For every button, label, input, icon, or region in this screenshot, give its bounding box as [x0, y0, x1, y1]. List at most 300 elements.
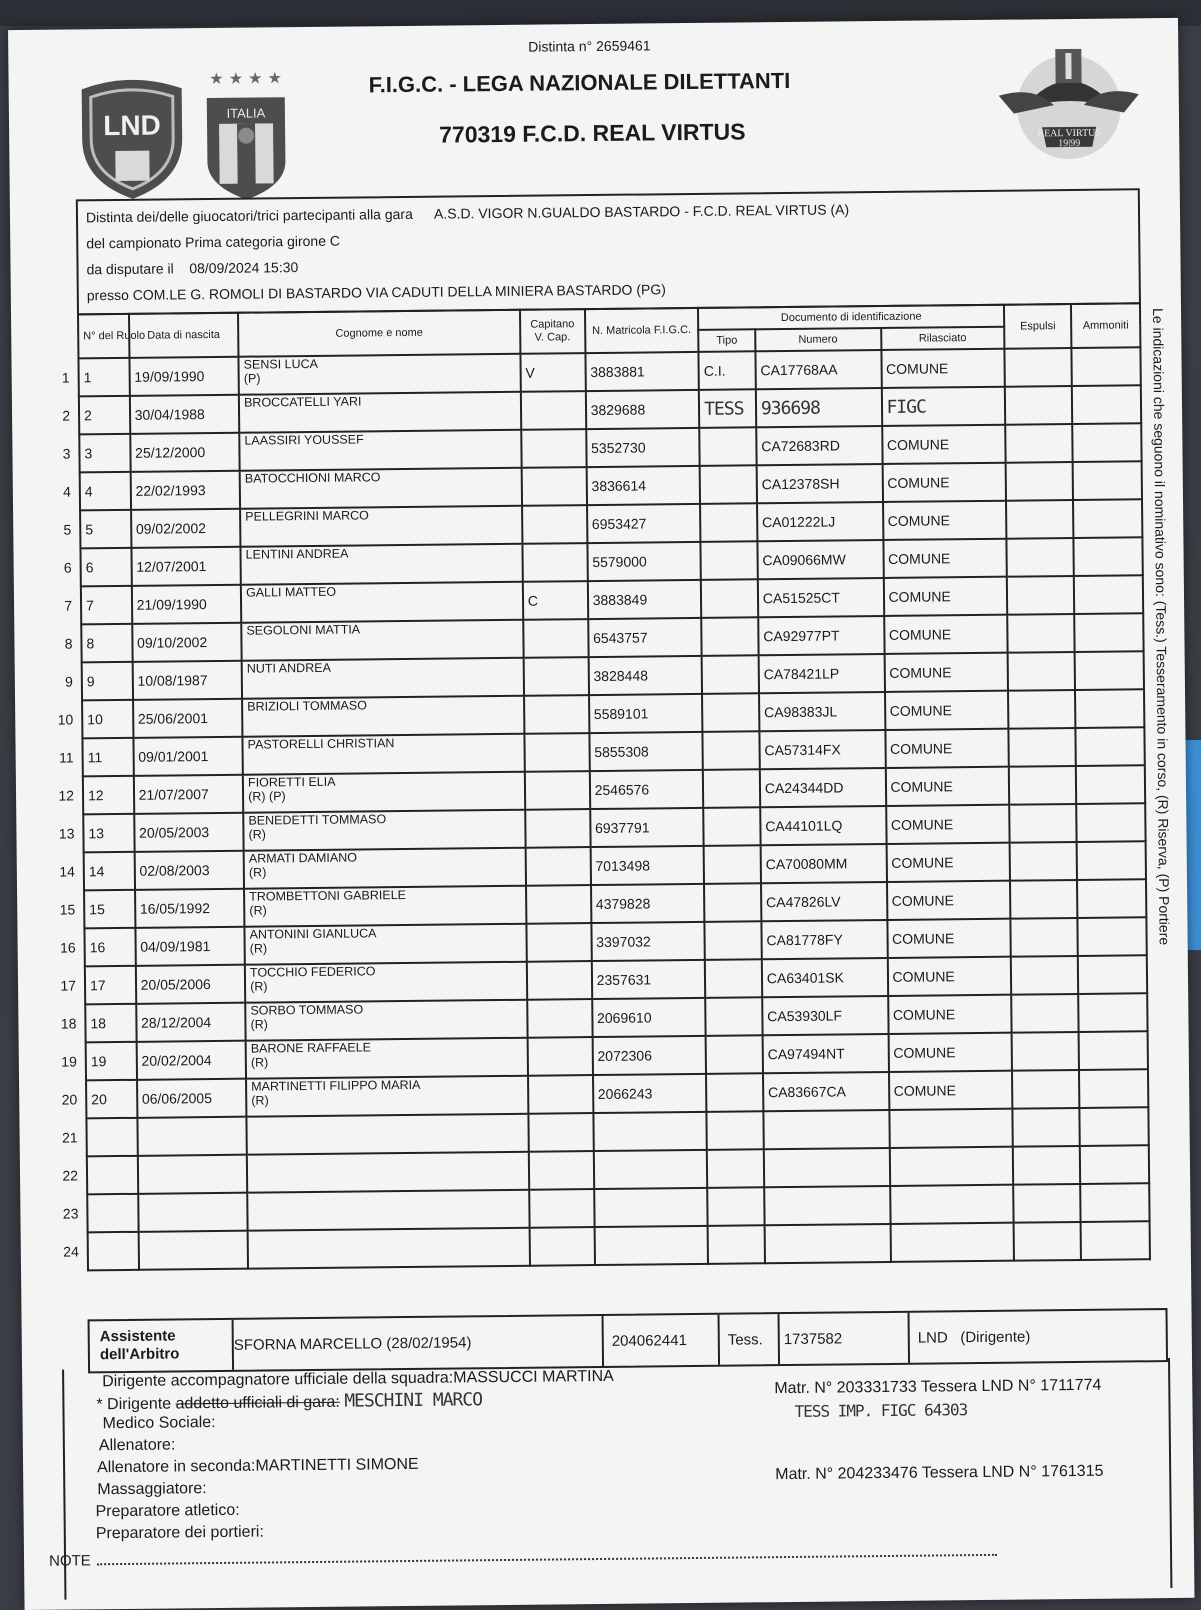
col-ruolo: N° del Ruolo: [78, 314, 129, 359]
cell-capitano: [521, 467, 586, 506]
cell-ammoniti: [1076, 765, 1145, 804]
cell-espulsi: [1013, 1108, 1080, 1147]
dirigente-row: [102, 1368, 614, 1391]
cell-numero: CA98383JL: [759, 692, 885, 731]
player-name: PASTORELLI CHRISTIAN: [247, 736, 395, 752]
cell-nascita: 12/07/2001: [131, 547, 241, 586]
distinta-number: Distinta n° 2659461: [528, 37, 651, 55]
cell-nome: [239, 430, 521, 471]
cell-nome: [240, 468, 522, 509]
cell-espulsi: [1009, 804, 1076, 843]
match-line: [86, 201, 849, 225]
cell-matricola: 3883881: [585, 352, 699, 391]
cell-tipo: [700, 503, 757, 542]
cell-ammoniti: [1076, 803, 1145, 842]
row-number: 12: [58, 787, 75, 804]
date-value: 08/09/2024 15:30: [189, 259, 299, 277]
cell-nascita: 25/12/2000: [130, 433, 240, 472]
cell-nascita: 16/05/1992: [135, 889, 245, 928]
cell-nascita: [138, 1193, 248, 1232]
cell-rilasciato: COMUNE: [886, 843, 1010, 882]
cell-ruolo: [59, 738, 133, 777]
cell-nome: [240, 506, 522, 547]
cell-tipo: [705, 997, 762, 1036]
cell-tipo: [706, 1073, 763, 1112]
addetto-prefix: * Dirigente: [96, 1395, 172, 1414]
club-title: 770319 F.C.D. REAL VIRTUS: [439, 118, 746, 148]
cell-nome: [243, 734, 525, 775]
col-espulsi: Espulsi: [1004, 304, 1071, 349]
cell-nascita: [137, 1155, 247, 1194]
player-name: TROMBETTONI GABRIELE: [249, 888, 407, 904]
cell-tipo: [702, 655, 759, 694]
championship-label: del campionato: [86, 234, 182, 252]
cell-capitano: [522, 505, 587, 544]
matr-dirigente: Matr. N° 203331733 Tessera LND N° 1711774: [774, 1376, 1102, 1398]
cell-capitano: V: [520, 353, 585, 392]
row-number: 23: [62, 1205, 79, 1222]
assistant-label-2: dell'Arbitro: [99, 1345, 180, 1364]
row-number: 5: [63, 521, 72, 538]
cell-tipo: [700, 465, 757, 504]
ruolo-number: 16: [89, 939, 106, 956]
player-name: GALLI MATTEO: [245, 584, 337, 600]
cell-rilasciato: COMUNE: [882, 425, 1006, 464]
cell-nome: [241, 544, 523, 585]
cell-ruolo: [61, 1080, 137, 1119]
ruolo-number: 9: [86, 673, 95, 690]
cell-nome: [248, 1228, 530, 1269]
cell-capitano: [521, 429, 586, 468]
cell-ruolo: [62, 434, 130, 473]
cell-nome: [242, 696, 524, 737]
cell-numero: CA17768AA: [755, 350, 881, 389]
cell-capitano: [526, 885, 591, 924]
row-number: 6: [63, 559, 72, 576]
lnd-logo: [77, 76, 188, 201]
allenatore2-label: Allenatore in seconda:: [97, 1457, 256, 1477]
cell-rilasciato: COMUNE: [887, 957, 1011, 996]
row-number: 7: [64, 597, 73, 614]
cell-espulsi: [1006, 462, 1073, 501]
cell-numero: [763, 1110, 889, 1149]
cell-espulsi: [1007, 538, 1074, 577]
cell-ruolo: [64, 624, 132, 663]
cell-numero: CA44101LQ: [760, 806, 886, 845]
venue-line: presso COM.LE G. ROMOLI DI BASTARDO VIA CADUTI DELLA MINIERA BASTARDO (PG): [86, 281, 666, 304]
player-name: BRIZIOLI TOMMASO: [247, 698, 367, 714]
cell-rilasciato: COMUNE: [882, 463, 1006, 502]
cell-ammoniti: [1079, 1107, 1148, 1146]
cell-nome: [245, 962, 527, 1003]
player-name: NUTI ANDREA: [246, 660, 331, 676]
cell-ruolo: [62, 1156, 138, 1195]
player-name: ANTONINI GIANLUCA: [249, 926, 377, 942]
cell-numero: CA57314FX: [759, 730, 885, 769]
allenatore-label: Allenatore:: [98, 1436, 176, 1455]
cell-ruolo: [63, 1232, 139, 1271]
cell-nascita: [137, 1117, 247, 1156]
preparatore-label: Preparatore atletico:: [95, 1501, 240, 1521]
cell-matricola: 6543757: [588, 618, 702, 657]
cell-nome: [241, 582, 523, 623]
row-number: 13: [58, 825, 75, 842]
row-number: 16: [59, 939, 76, 956]
cell-nome: [243, 772, 525, 813]
cell-espulsi: [1008, 652, 1075, 691]
cell-espulsi: [1011, 994, 1078, 1033]
cell-nome: [241, 620, 523, 661]
cell-espulsi: [1012, 1070, 1079, 1109]
cell-capitano: [529, 1151, 594, 1190]
ruolo-number: 20: [91, 1091, 107, 1108]
cell-rilasciato: COMUNE: [888, 1071, 1012, 1110]
real-virtus-logo: [993, 34, 1144, 166]
cell-matricola: 6937791: [590, 808, 704, 847]
cell-capitano: [525, 847, 590, 886]
cell-ruolo: [60, 1004, 136, 1043]
cell-tipo: [704, 845, 761, 884]
cell-capitano: [524, 733, 589, 772]
ruolo-number: 12: [87, 787, 104, 804]
cell-espulsi: [1009, 728, 1076, 767]
player-name: PELLEGRINI MARCO: [245, 508, 369, 524]
row-number: 9: [64, 673, 73, 690]
ruolo-number: 6: [85, 559, 94, 576]
cell-capitano: [527, 999, 592, 1038]
cell-tipo: [704, 883, 761, 922]
col-numero: Numero: [755, 328, 881, 351]
svg-text:★ ★ ★ ★: ★ ★ ★ ★: [209, 68, 282, 89]
cell-numero: CA53930LF: [762, 996, 888, 1035]
cell-tipo: [707, 1111, 764, 1150]
cell-capitano: [529, 1227, 594, 1266]
cell-capitano: [525, 809, 590, 848]
cell-matricola: 2357631: [591, 960, 705, 999]
cell-rilasciato: FIGC: [881, 387, 1005, 426]
player-name: TOCCHIO FEDERICO: [249, 964, 376, 980]
date-label: da disputare il: [86, 260, 174, 278]
cell-rilasciato: COMUNE: [886, 805, 1010, 844]
cell-espulsi: [1011, 918, 1078, 957]
ruolo-number: 13: [88, 825, 105, 842]
cell-nome: [246, 1038, 528, 1079]
cell-numero: [764, 1224, 890, 1263]
cell-nome: [243, 810, 525, 851]
col-nascita: Data di nascita: [129, 313, 239, 358]
cell-espulsi: [1010, 842, 1077, 881]
player-role: (P): [243, 371, 261, 386]
cell-matricola: 4379828: [591, 884, 705, 923]
player-name: SORBO TOMMASO: [250, 1002, 364, 1018]
cell-nascita: 04/09/1981: [135, 927, 245, 966]
allenatore2-row: [97, 1456, 419, 1477]
cell-numero: CA72683RD: [756, 426, 882, 465]
cell-matricola: [593, 1150, 707, 1189]
cell-nascita: 28/12/2004: [136, 1003, 246, 1042]
cell-numero: CA81778FY: [761, 920, 887, 959]
assistant-matricola: 204062441: [604, 1315, 721, 1366]
cell-matricola: 5855308: [589, 732, 703, 771]
cell-nome: [245, 1000, 527, 1041]
match-label: Distinta dei/delle giuocatori/trici partecipanti alla gara: [85, 205, 413, 226]
cell-ammoniti: [1072, 385, 1141, 424]
cell-ruolo: [59, 890, 135, 929]
date-line: [86, 259, 298, 277]
ruolo-number: 2: [83, 407, 92, 424]
player-role: (R): [248, 865, 267, 880]
player-name: FIORETTI ELIA: [247, 774, 336, 790]
ruolo-number: 4: [84, 483, 93, 500]
cell-nascita: 21/07/2007: [134, 775, 244, 814]
row-number: 1: [61, 369, 70, 386]
ruolo-number: 5: [85, 521, 94, 538]
cell-nascita: [138, 1231, 248, 1270]
distinta-document: [8, 18, 1194, 1610]
ruolo-number: 10: [87, 711, 103, 728]
player-role: (R): [250, 979, 268, 994]
massaggiatore-label: Massaggiatore:: [97, 1480, 207, 1499]
cell-capitano: [524, 695, 589, 734]
cell-ammoniti: [1074, 575, 1143, 614]
cell-matricola: 2066243: [593, 1074, 707, 1113]
cell-ammoniti: [1078, 993, 1147, 1032]
cell-rilasciato: [890, 1185, 1014, 1224]
cell-nascita: 20/05/2003: [134, 813, 244, 852]
cell-ammoniti: [1073, 461, 1142, 500]
cell-ruolo: [61, 358, 129, 397]
cell-espulsi: [1010, 880, 1077, 919]
cell-nome: [242, 658, 524, 699]
championship-value: Prima categoria girone C: [185, 232, 341, 251]
cell-rilasciato: COMUNE: [884, 615, 1008, 654]
cell-ammoniti: [1079, 1069, 1148, 1108]
cell-capitano: [521, 391, 586, 430]
cell-tipo: [701, 579, 758, 618]
cell-matricola: 2546576: [589, 770, 703, 809]
cell-rilasciato: COMUNE: [885, 767, 1009, 806]
cell-numero: CA24344DD: [760, 768, 886, 807]
cell-nascita: 09/01/2001: [133, 737, 243, 776]
match-teams: A.S.D. VIGOR N.GUALDO BASTARDO - F.C.D. REAL VIRTUS (A): [433, 201, 850, 222]
medico-label: Medico Sociale:: [102, 1414, 216, 1433]
cell-rilasciato: COMUNE: [883, 501, 1007, 540]
cell-ammoniti: [1075, 651, 1144, 690]
italia-logo-text: ITALIA: [226, 105, 266, 121]
cell-nome: [244, 848, 526, 889]
player-role: (R): [249, 941, 268, 956]
cell-espulsi: [1012, 1032, 1079, 1071]
cell-tipo: [701, 617, 758, 656]
addetto-struck: addetto ufficiali di gara:: [175, 1393, 340, 1413]
cell-rilasciato: COMUNE: [888, 995, 1012, 1034]
player-role: (R): [248, 827, 266, 842]
player-name: LENTINI ANDREA: [245, 546, 349, 562]
cell-nascita: 10/08/1987: [132, 661, 242, 700]
ruolo-number: 11: [87, 749, 103, 766]
cell-ammoniti: [1078, 955, 1147, 994]
cell-tipo: [707, 1149, 764, 1188]
cell-numero: CA51525CT: [758, 578, 884, 617]
cell-matricola: 3883849: [587, 580, 701, 619]
player-name: BENEDETTI TOMMASO: [248, 812, 387, 828]
cell-ruolo: [59, 852, 135, 891]
cell-numero: CA70080MM: [760, 844, 886, 883]
note-label: NOTE: [48, 1552, 91, 1570]
cell-ammoniti: [1071, 347, 1140, 386]
row-number: 19: [61, 1053, 77, 1070]
cell-nome: [247, 1114, 529, 1155]
cell-tipo: [701, 541, 758, 580]
player-role: [252, 1191, 524, 1194]
cell-numero: CA12378SH: [756, 464, 882, 503]
cell-capitano: [527, 1037, 592, 1076]
cell-matricola: 5589101: [589, 694, 703, 733]
preparatore-portieri-label: Preparatore dei portieri:: [95, 1523, 264, 1543]
player-name: MARTINETTI FILIPPO MARIA: [251, 1077, 421, 1094]
cell-matricola: 3836614: [586, 466, 700, 505]
cell-nome: [247, 1190, 529, 1231]
cell-ammoniti: [1080, 1145, 1149, 1184]
cell-nascita: 02/08/2003: [134, 851, 244, 890]
col-nome: Cognome e nome: [238, 310, 520, 357]
cell-capitano: [525, 771, 590, 810]
player-role: (R): [250, 1017, 268, 1032]
cell-espulsi: [1005, 386, 1072, 425]
player-name: ARMATI DAMIANO: [248, 850, 357, 866]
cell-nascita: 20/02/2004: [136, 1041, 246, 1080]
cell-capitano: [523, 619, 588, 658]
cell-ammoniti: [1073, 537, 1142, 576]
cell-tipo: [708, 1225, 765, 1264]
player-role: (R): [250, 1055, 269, 1070]
cell-capitano: [522, 543, 587, 582]
row-number: 18: [60, 1015, 77, 1032]
cell-nascita: 30/04/1988: [130, 395, 240, 434]
cell-numero: CA01222LJ: [757, 502, 883, 541]
cell-espulsi: [1014, 1222, 1081, 1261]
player-role: (R): [251, 1093, 269, 1108]
legend-vertical-note: Le indicazioni che seguono il nominativo sono: (Tess.) Tesseramento in corso, (R) Riserva, (P) Portiere: [1150, 308, 1173, 946]
cell-matricola: 3829688: [585, 390, 699, 429]
col-documento: Documento di identificazione: [698, 305, 1004, 330]
cell-ruolo: [61, 1118, 137, 1157]
row-number: 15: [59, 901, 76, 918]
assistant-ente-lnd: LND: [917, 1328, 948, 1347]
assistant-label: [90, 1320, 235, 1372]
cell-rilasciato: COMUNE: [887, 881, 1011, 920]
cell-capitano: C: [523, 581, 588, 620]
cell-ruolo: [58, 776, 134, 815]
cell-numero: CA97494NT: [762, 1034, 888, 1073]
cell-ammoniti: [1075, 727, 1144, 766]
cell-matricola: 5352730: [586, 428, 700, 467]
cell-espulsi: [1007, 614, 1074, 653]
row-number: 4: [62, 483, 71, 500]
cell-capitano: [528, 1113, 593, 1152]
addetto-handwritten: MESCHINI MARCO: [344, 1389, 483, 1412]
cell-nome: [239, 354, 521, 395]
cell-nome: [245, 924, 527, 965]
cell-matricola: [593, 1112, 707, 1151]
cell-espulsi: [1011, 956, 1078, 995]
player-role: [253, 1229, 525, 1232]
cell-tipo: [705, 921, 762, 960]
assistant-ente: [914, 1310, 1169, 1363]
cell-ammoniti: [1074, 613, 1143, 652]
cell-espulsi: [1008, 690, 1075, 729]
row-number: 24: [63, 1243, 79, 1260]
lnd-logo-text: LND: [103, 109, 161, 142]
cell-ruolo: [64, 662, 133, 701]
row-number: 2: [62, 407, 71, 424]
cell-espulsi: [1005, 348, 1072, 387]
cell-ruolo: [61, 1042, 137, 1081]
cell-rilasciato: COMUNE: [884, 653, 1008, 692]
cell-numero: CA09066MW: [757, 540, 883, 579]
cell-capitano: [527, 961, 592, 1000]
cell-nome: [247, 1152, 529, 1193]
cell-matricola: 2072306: [592, 1036, 706, 1075]
championship-line: [86, 233, 340, 252]
cell-matricola: 3397032: [591, 922, 705, 961]
cell-ruolo: [64, 586, 132, 625]
cell-nascita: 09/10/2002: [132, 623, 242, 662]
row-number: 17: [60, 977, 77, 994]
cell-nascita: 20/05/2006: [135, 965, 245, 1004]
cell-ruolo: [63, 510, 131, 549]
cell-nome: [244, 886, 526, 927]
player-role: [252, 1153, 524, 1156]
cell-ruolo: [60, 966, 136, 1005]
player-role: (R) (P): [248, 789, 286, 804]
col-ammoniti: Ammoniti: [1071, 303, 1140, 348]
matr-allenatore2: Matr. N° 204233476 Tessera LND N° 1761315: [775, 1462, 1104, 1484]
cell-capitano: [529, 1189, 594, 1228]
cell-numero: CA92977PT: [758, 616, 884, 655]
cell-ammoniti: [1077, 879, 1146, 918]
dirigente-label: Dirigente accompagnatore ufficiale della squadra:: [102, 1369, 454, 1391]
cell-capitano: [523, 657, 588, 696]
cell-numero: CA78421LP: [758, 654, 884, 693]
cell-tipo: [702, 693, 759, 732]
col-rilasciato: Rilasciato: [881, 327, 1005, 350]
real-virtus-logo-text: REAL VIRTUS: [1037, 127, 1102, 140]
cell-ruolo: [62, 1194, 138, 1233]
cell-rilasciato: [890, 1223, 1014, 1262]
cell-numero: CA47826LV: [761, 882, 887, 921]
cell-matricola: 7013498: [590, 846, 704, 885]
player-name: LAASSIRI YOUSSEF: [244, 432, 364, 448]
cell-ammoniti: [1079, 1031, 1148, 1070]
ruolo-number: 3: [84, 445, 93, 462]
cell-numero: CA83667CA: [763, 1072, 889, 1111]
player-name: BATOCCHIONI MARCO: [244, 470, 381, 486]
assistant-name: SFORNA MARCELLO (28/02/1954): [224, 1316, 605, 1370]
cell-nascita: 06/06/2005: [137, 1079, 247, 1118]
cell-matricola: 6953427: [587, 504, 701, 543]
cell-ruolo: [62, 396, 130, 435]
cell-rilasciato: COMUNE: [883, 539, 1007, 578]
cell-espulsi: [1009, 766, 1076, 805]
assistant-label-1: Assistente: [99, 1327, 176, 1346]
player-role: (R): [249, 903, 267, 918]
player-role: [252, 1115, 524, 1118]
ruolo-number: 1: [83, 369, 92, 386]
assistant-tipo: Tess.: [720, 1314, 781, 1365]
cell-tipo: [699, 427, 756, 466]
cell-tipo: [705, 959, 762, 998]
